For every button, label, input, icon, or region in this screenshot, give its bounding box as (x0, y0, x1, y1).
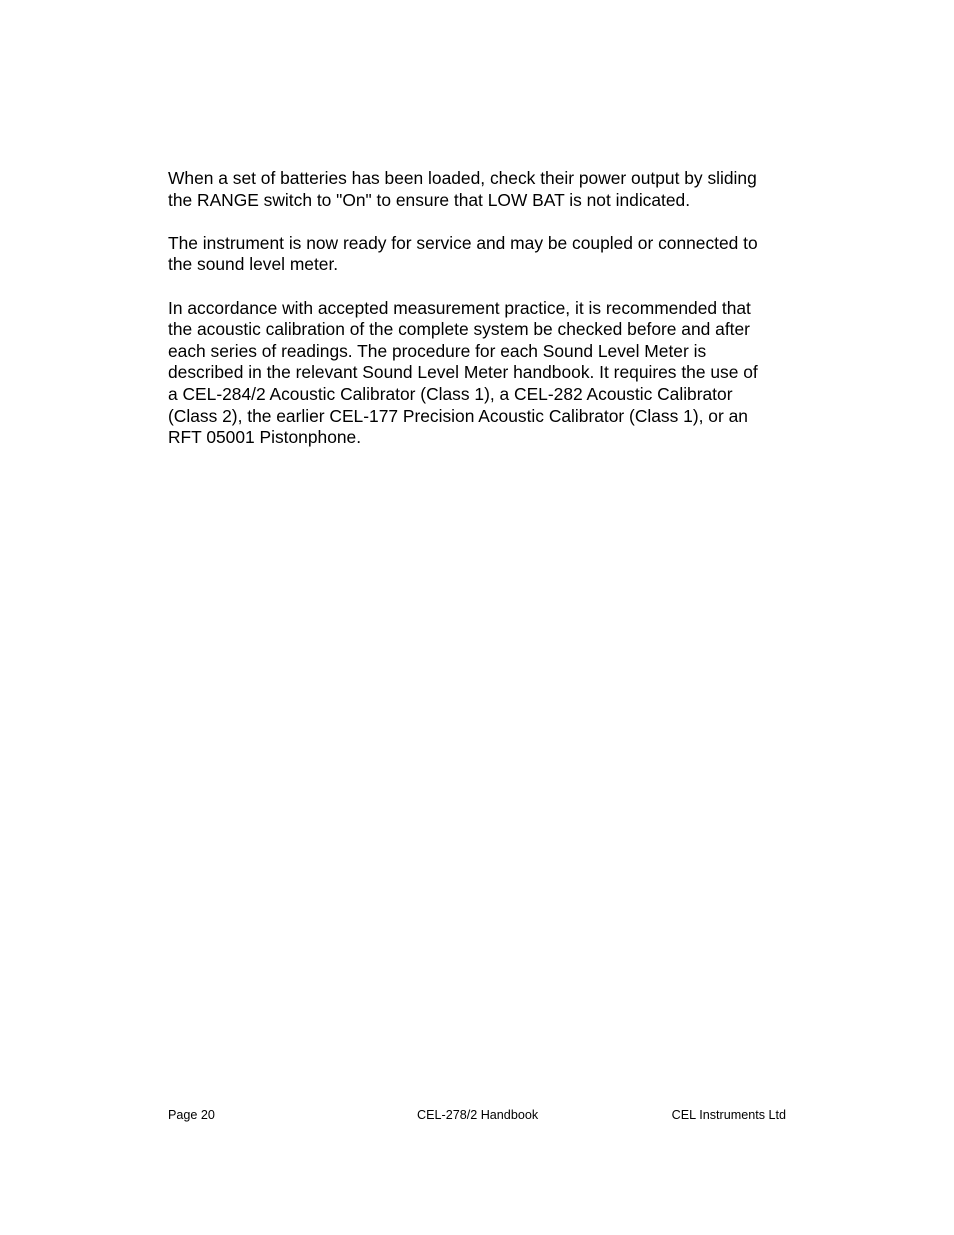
text-line: each series of readings. The procedure for each Sound Level Meter is (168, 340, 707, 361)
text-line: a CEL-284/2 Acoustic Calibrator (Class 1), a CEL-282 Acoustic Calibrator (168, 383, 733, 404)
paragraph-battery-check (168, 168, 793, 211)
body-text (168, 168, 793, 470)
company-name: CEL Instruments Ltd (671, 1108, 786, 1122)
text-line: the acoustic calibration of the complete system be checked before and after (168, 319, 750, 340)
page-number: Page 20 (168, 1108, 215, 1122)
text-line: the sound level meter. (168, 254, 339, 275)
text-line: The instrument is now ready for service and may be coupled or connected to (168, 232, 758, 253)
text-line: In accordance with accepted measurement practice, it is recommended that (168, 297, 751, 318)
text-line: the RANGE switch to "On" to ensure that LOW BAT is not indicated. (168, 189, 691, 210)
text-line: RFT 05001 Pistonphone. (168, 427, 362, 448)
text-line: When a set of batteries has been loaded, check their power output by sliding (168, 168, 757, 188)
paragraph-ready-for-service (168, 233, 793, 276)
text-line: (Class 2), the earlier CEL-177 Precision Acoustic Calibrator (Class 1), or an (168, 405, 748, 426)
paragraph-calibration (168, 298, 793, 449)
text-line: described in the relevant Sound Level Meter handbook. It requires the use of (168, 362, 758, 383)
page-footer (168, 1106, 786, 1124)
document-title: CEL-278/2 Handbook (417, 1108, 539, 1122)
